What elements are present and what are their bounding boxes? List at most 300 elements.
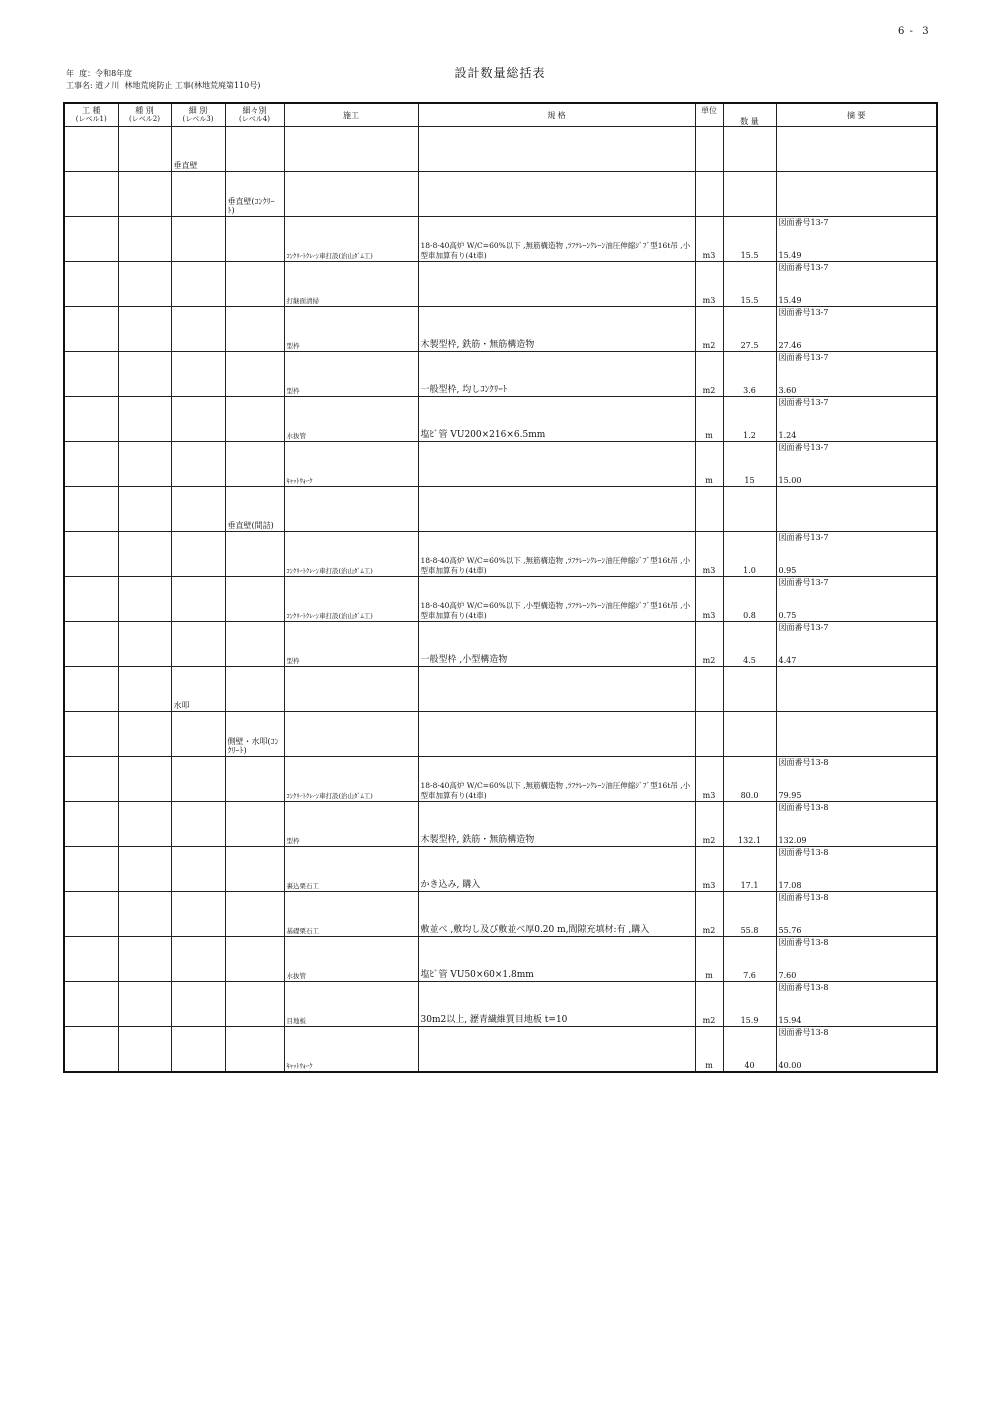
cell-l1 — [64, 262, 118, 307]
cell-spec — [418, 1027, 695, 1072]
cell-work — [284, 532, 418, 577]
unit-text: m3 — [702, 251, 716, 260]
cell-work — [284, 262, 418, 307]
spec-text: 一般型枠, 均しｺﾝｸﾘｰﾄ — [420, 385, 508, 395]
cell-l2 — [118, 442, 171, 487]
cell-l3 — [171, 487, 225, 532]
work-text: 型枠 — [286, 657, 300, 665]
qty-text: 3.6 — [743, 386, 756, 395]
cell-unit — [695, 532, 723, 577]
remark-design-value: 15.49 — [778, 296, 802, 305]
work-text: ｺﾝｸﾘｰﾄｸﾚｰﾝ車打設(治山ﾀﾞﾑ工) — [286, 792, 373, 800]
cell-unit — [695, 307, 723, 352]
cell-spec — [418, 577, 695, 622]
cell-l3 — [171, 712, 225, 757]
cell-unit — [695, 127, 723, 172]
cell-work — [284, 307, 418, 352]
unit-text: m2 — [702, 341, 716, 350]
work-text: ｷｬｯﾄｳｫｰｸ — [286, 477, 313, 485]
spec-text: 塩ﾋﾞ管 VU50×60×1.8mm — [420, 970, 534, 980]
cell-l1 — [64, 622, 118, 667]
spec-text: かき込み, 購入 — [420, 880, 481, 890]
qty-text: 132.1 — [738, 836, 761, 845]
qty-text: 15.5 — [740, 251, 759, 260]
cell-l1 — [64, 307, 118, 352]
cell-remark — [776, 262, 937, 307]
cell-remark — [776, 937, 937, 982]
spec-text: 塩ﾋﾞ管 VU200×216×6.5mm — [420, 430, 546, 440]
cell-spec — [418, 442, 695, 487]
remark-drawing-number: 図面番号13-8 — [778, 893, 829, 902]
cell-qty — [723, 172, 776, 217]
cell-remark — [776, 667, 937, 712]
work-text: 打継面清掃 — [286, 297, 319, 305]
table-row — [64, 892, 937, 937]
cell-l3 — [171, 982, 225, 1027]
work-name: 工事名: 道ノ川 林地荒廃防止 工事(林地荒廃第110号) — [66, 81, 261, 90]
cell-qty — [723, 532, 776, 577]
spec-text: 木製型枠, 鉄筋・無筋構造物 — [420, 835, 535, 845]
unit-text: m2 — [702, 656, 716, 665]
fiscal-year: 年 度：令和8年度 — [66, 69, 133, 78]
remark-design-value: 40.00 — [778, 1060, 802, 1070]
remark-design-value: 15.49 — [778, 251, 802, 260]
cell-remark — [776, 352, 937, 397]
unit-text: m3 — [702, 296, 716, 305]
cell-spec — [418, 847, 695, 892]
cell-remark — [776, 487, 937, 532]
qty-text: 17.1 — [740, 881, 759, 890]
cell-l2 — [118, 892, 171, 937]
unit-text: m3 — [702, 881, 716, 890]
l3-text: 水叩 — [173, 701, 190, 710]
table-row — [64, 262, 937, 307]
header-row — [64, 103, 937, 127]
cell-l2 — [118, 307, 171, 352]
cell-l1 — [64, 712, 118, 757]
header-spec: 規 格 — [418, 103, 695, 127]
header-work: 施工 — [284, 103, 418, 127]
cell-unit — [695, 712, 723, 757]
cell-remark — [776, 532, 937, 577]
unit-text: m3 — [702, 566, 716, 575]
cell-l1 — [64, 442, 118, 487]
work-text: 基礎栗石工 — [286, 927, 319, 935]
header-unit: 単位 — [695, 103, 723, 127]
cell-work — [284, 487, 418, 532]
cell-l1 — [64, 532, 118, 577]
table-row — [64, 172, 937, 217]
cell-l2 — [118, 577, 171, 622]
remark-design-value: 79.95 — [778, 791, 802, 800]
cell-remark — [776, 802, 937, 847]
cell-remark — [776, 892, 937, 937]
header-remarks: 摘 要 — [776, 103, 937, 127]
cell-qty — [723, 442, 776, 487]
cell-l4 — [225, 127, 284, 172]
qty-text: 1.2 — [743, 431, 756, 440]
qty-text: 27.5 — [740, 341, 759, 350]
cell-work — [284, 622, 418, 667]
spec-text: 敷並べ ,敷均し及び敷並べ厚0.20 m,間隙充填材:有 ,購入 — [420, 925, 650, 935]
spec-text: 18-8-40高炉 W/C=60%以下 ,無筋構造物 ,ﾗﾌﾃﾚｰﾝｸﾚｰﾝ油圧伸縮ｼﾞﾌﾞ型16t吊 ,小型車加算有り(4t車) — [420, 241, 691, 260]
cell-l4 — [225, 217, 284, 262]
remark-design-value: 0.75 — [778, 611, 797, 620]
cell-spec — [418, 127, 695, 172]
remark-drawing-number: 図面番号13-7 — [778, 308, 829, 317]
cell-remark — [776, 127, 937, 172]
cell-l1 — [64, 892, 118, 937]
cell-l1 — [64, 937, 118, 982]
unit-text: m2 — [702, 836, 716, 845]
work-text: ｺﾝｸﾘｰﾄｸﾚｰﾝ車打設(治山ﾀﾞﾑ工) — [286, 252, 373, 260]
cell-l3 — [171, 577, 225, 622]
cell-unit — [695, 892, 723, 937]
cell-l3 — [171, 847, 225, 892]
unit-text: m — [705, 971, 713, 980]
cell-l2 — [118, 532, 171, 577]
qty-text: 1.0 — [743, 566, 756, 575]
cell-l1 — [64, 667, 118, 712]
l4-text: 側壁・水叩(ｺﾝｸﾘｰﾄ) — [227, 737, 279, 755]
qty-text: 15.5 — [740, 296, 759, 305]
cell-l2 — [118, 982, 171, 1027]
cell-spec — [418, 622, 695, 667]
unit-text: m2 — [702, 386, 716, 395]
l4-text: 垂直壁(ｺﾝｸﾘｰﾄ) — [227, 197, 275, 215]
cell-l1 — [64, 487, 118, 532]
cell-qty — [723, 307, 776, 352]
table-row — [64, 352, 937, 397]
cell-unit — [695, 937, 723, 982]
cell-remark — [776, 172, 937, 217]
cell-remark — [776, 982, 937, 1027]
table-row — [64, 487, 937, 532]
cell-qty — [723, 802, 776, 847]
table-row — [64, 847, 937, 892]
cell-remark — [776, 1027, 937, 1072]
qty-text: 80.0 — [740, 791, 759, 800]
cell-l3 — [171, 1027, 225, 1072]
remark-design-value: 1.24 — [778, 431, 797, 440]
unit-text: m2 — [702, 926, 716, 935]
cell-unit — [695, 352, 723, 397]
remark-drawing-number: 図面番号13-8 — [778, 983, 829, 992]
remark-design-value: 15.94 — [778, 1016, 802, 1025]
cell-l1 — [64, 352, 118, 397]
cell-qty — [723, 622, 776, 667]
l4-text: 垂直壁(間詰) — [227, 521, 274, 530]
cell-qty — [723, 127, 776, 172]
unit-text: m — [705, 1060, 713, 1070]
cell-l4 — [225, 397, 284, 442]
work-text: 型枠 — [286, 387, 300, 395]
table-row — [64, 937, 937, 982]
remark-drawing-number: 図面番号13-8 — [778, 938, 829, 947]
table-row — [64, 982, 937, 1027]
cell-spec — [418, 307, 695, 352]
cell-l1 — [64, 127, 118, 172]
cell-l1 — [64, 577, 118, 622]
cell-spec — [418, 532, 695, 577]
cell-l4 — [225, 667, 284, 712]
remark-drawing-number: 図面番号13-8 — [778, 848, 829, 857]
remark-design-value: 3.60 — [778, 386, 797, 395]
cell-l3 — [171, 262, 225, 307]
cell-remark — [776, 307, 937, 352]
cell-spec — [418, 757, 695, 802]
cell-work — [284, 442, 418, 487]
cell-spec — [418, 487, 695, 532]
table-row — [64, 532, 937, 577]
cell-work — [284, 1027, 418, 1072]
cell-remark — [776, 397, 937, 442]
cell-l2 — [118, 1027, 171, 1072]
remark-drawing-number: 図面番号13-8 — [778, 1028, 829, 1037]
cell-spec — [418, 397, 695, 442]
cell-l2 — [118, 172, 171, 217]
spec-text: 一般型枠 ,小型構造物 — [420, 655, 508, 665]
cell-unit — [695, 1027, 723, 1072]
cell-work — [284, 217, 418, 262]
cell-l1 — [64, 172, 118, 217]
remark-drawing-number: 図面番号13-7 — [778, 623, 829, 632]
cell-l1 — [64, 1027, 118, 1072]
cell-l4 — [225, 307, 284, 352]
cell-spec — [418, 667, 695, 712]
cell-spec — [418, 802, 695, 847]
cell-unit — [695, 757, 723, 802]
cell-l4 — [225, 352, 284, 397]
cell-l4 — [225, 937, 284, 982]
cell-spec — [418, 217, 695, 262]
remark-design-value: 27.46 — [778, 341, 802, 350]
cell-l2 — [118, 487, 171, 532]
table-row — [64, 217, 937, 262]
cell-l4 — [225, 442, 284, 487]
table-row — [64, 1027, 937, 1072]
qty-text: 40 — [744, 1060, 755, 1070]
cell-l4 — [225, 172, 284, 217]
spec-text: 30m2以上, 瀝青繊維質目地板 t=10 — [420, 1015, 568, 1025]
cell-l2 — [118, 352, 171, 397]
cell-l3 — [171, 622, 225, 667]
spec-text: 18-8-40高炉 W/C=60%以下 ,無筋構造物 ,ﾗﾌﾃﾚｰﾝｸﾚｰﾝ油圧伸縮ｼﾞﾌﾞ型16t吊 ,小型車加算有り(4t車) — [420, 781, 691, 800]
cell-work — [284, 847, 418, 892]
cell-l2 — [118, 847, 171, 892]
cell-l2 — [118, 757, 171, 802]
cell-l3 — [171, 532, 225, 577]
spec-text: 18-8-40高炉 W/C=60%以下 ,小型構造物 ,ﾗﾌﾃﾚｰﾝｸﾚｰﾝ油圧伸縮ｼﾞﾌﾞ型16t吊 ,小型車加算有り(4t車) — [420, 601, 691, 620]
cell-remark — [776, 217, 937, 262]
cell-l3 — [171, 172, 225, 217]
cell-unit — [695, 622, 723, 667]
cell-work — [284, 937, 418, 982]
unit-text: m — [705, 431, 713, 440]
header-level4: 細々別 (レベル4) — [225, 103, 284, 127]
work-text: 型枠 — [286, 342, 300, 350]
cell-l3 — [171, 397, 225, 442]
cell-remark — [776, 847, 937, 892]
cell-l1 — [64, 757, 118, 802]
remark-design-value: 55.76 — [778, 926, 802, 935]
unit-text: m — [705, 476, 713, 485]
unit-text: m3 — [702, 791, 716, 800]
cell-work — [284, 892, 418, 937]
cell-unit — [695, 577, 723, 622]
qty-text: 15 — [744, 476, 755, 485]
remark-drawing-number: 図面番号13-7 — [778, 263, 829, 272]
cell-l3 — [171, 442, 225, 487]
cell-l1 — [64, 397, 118, 442]
cell-unit — [695, 442, 723, 487]
qty-text: 15.9 — [740, 1016, 759, 1025]
work-text: ｺﾝｸﾘｰﾄｸﾚｰﾝ車打設(治山ﾀﾞﾑ工) — [286, 612, 373, 620]
cell-work — [284, 982, 418, 1027]
cell-qty — [723, 757, 776, 802]
cell-l4 — [225, 802, 284, 847]
remark-drawing-number: 図面番号13-8 — [778, 758, 829, 767]
cell-work — [284, 577, 418, 622]
cell-qty — [723, 1027, 776, 1072]
cell-qty — [723, 712, 776, 757]
l3-text: 垂直壁 — [173, 161, 198, 170]
table-row — [64, 712, 937, 757]
qty-text: 4.5 — [743, 656, 756, 665]
cell-l2 — [118, 667, 171, 712]
cell-spec — [418, 352, 695, 397]
table-row — [64, 577, 937, 622]
table-row — [64, 757, 937, 802]
spec-text: 木製型枠, 鉄筋・無筋構造物 — [420, 340, 535, 350]
cell-l4 — [225, 532, 284, 577]
cell-l4 — [225, 712, 284, 757]
remark-design-value: 0.95 — [778, 566, 797, 575]
work-text: 型枠 — [286, 837, 300, 845]
remark-drawing-number: 図面番号13-7 — [778, 578, 829, 587]
cell-work — [284, 397, 418, 442]
cell-work — [284, 127, 418, 172]
table-row — [64, 802, 937, 847]
cell-l1 — [64, 847, 118, 892]
cell-l4 — [225, 487, 284, 532]
cell-work — [284, 352, 418, 397]
work-text: 目地板 — [286, 1017, 306, 1025]
table-row — [64, 622, 937, 667]
cell-spec — [418, 712, 695, 757]
qty-text: 0.8 — [743, 611, 756, 620]
cell-l4 — [225, 847, 284, 892]
header-level1: 工 種 (レベル1) — [64, 103, 118, 127]
cell-l4 — [225, 622, 284, 667]
cell-l2 — [118, 712, 171, 757]
cell-qty — [723, 262, 776, 307]
cell-unit — [695, 397, 723, 442]
cell-work — [284, 802, 418, 847]
cell-unit — [695, 172, 723, 217]
header-level3: 細 別 (レベル3) — [171, 103, 225, 127]
work-text: 水抜管 — [286, 972, 306, 980]
cell-l3 — [171, 217, 225, 262]
qty-text: 55.8 — [740, 926, 759, 935]
spec-text: 18-8-40高炉 W/C=60%以下 ,無筋構造物 ,ﾗﾌﾃﾚｰﾝｸﾚｰﾝ油圧伸縮ｼﾞﾌﾞ型16t吊 ,小型車加算有り(4t車) — [420, 556, 691, 575]
unit-text: m2 — [702, 1016, 716, 1025]
cell-l1 — [64, 802, 118, 847]
cell-l2 — [118, 397, 171, 442]
cell-qty — [723, 892, 776, 937]
cell-l3 — [171, 802, 225, 847]
cell-qty — [723, 487, 776, 532]
cell-qty — [723, 937, 776, 982]
cell-unit — [695, 217, 723, 262]
cell-spec — [418, 982, 695, 1027]
remark-design-value: 15.00 — [778, 476, 802, 485]
remark-drawing-number: 図面番号13-7 — [778, 533, 829, 542]
cell-work — [284, 667, 418, 712]
cell-qty — [723, 352, 776, 397]
cell-unit — [695, 262, 723, 307]
work-text: 裏込栗石工 — [286, 882, 319, 890]
cell-l3 — [171, 937, 225, 982]
qty-text: 7.6 — [743, 971, 756, 980]
cell-l4 — [225, 757, 284, 802]
cell-qty — [723, 667, 776, 712]
cell-unit — [695, 802, 723, 847]
cell-l3 — [171, 307, 225, 352]
cell-l2 — [118, 622, 171, 667]
cell-spec — [418, 937, 695, 982]
cell-unit — [695, 982, 723, 1027]
cell-qty — [723, 847, 776, 892]
cell-l2 — [118, 802, 171, 847]
cell-qty — [723, 577, 776, 622]
cell-remark — [776, 712, 937, 757]
cell-remark — [776, 442, 937, 487]
cell-l1 — [64, 982, 118, 1027]
cell-l4 — [225, 982, 284, 1027]
quantity-summary-table — [63, 102, 938, 1073]
cell-l2 — [118, 937, 171, 982]
cell-spec — [418, 172, 695, 217]
cell-l4 — [225, 1027, 284, 1072]
remark-design-value: 7.60 — [778, 971, 797, 980]
table-row — [64, 667, 937, 712]
remark-drawing-number: 図面番号13-7 — [778, 443, 829, 452]
cell-qty — [723, 217, 776, 262]
remark-design-value: 4.47 — [778, 656, 797, 665]
cell-l2 — [118, 217, 171, 262]
cell-work — [284, 172, 418, 217]
work-text: ｺﾝｸﾘｰﾄｸﾚｰﾝ車打設(治山ﾀﾞﾑ工) — [286, 567, 373, 575]
cell-l3 — [171, 352, 225, 397]
cell-l4 — [225, 577, 284, 622]
table-row — [64, 442, 937, 487]
cell-l3 — [171, 892, 225, 937]
remark-drawing-number: 図面番号13-8 — [778, 803, 829, 812]
cell-unit — [695, 667, 723, 712]
cell-unit — [695, 487, 723, 532]
cell-l3 — [171, 127, 225, 172]
cell-l4 — [225, 892, 284, 937]
cell-l2 — [118, 127, 171, 172]
remark-drawing-number: 図面番号13-7 — [778, 218, 829, 227]
header-quantity: 数 量 — [723, 103, 776, 127]
cell-work — [284, 712, 418, 757]
cell-l2 — [118, 262, 171, 307]
cell-spec — [418, 892, 695, 937]
document-title: 設計数量総括表 — [454, 66, 546, 80]
cell-remark — [776, 577, 937, 622]
